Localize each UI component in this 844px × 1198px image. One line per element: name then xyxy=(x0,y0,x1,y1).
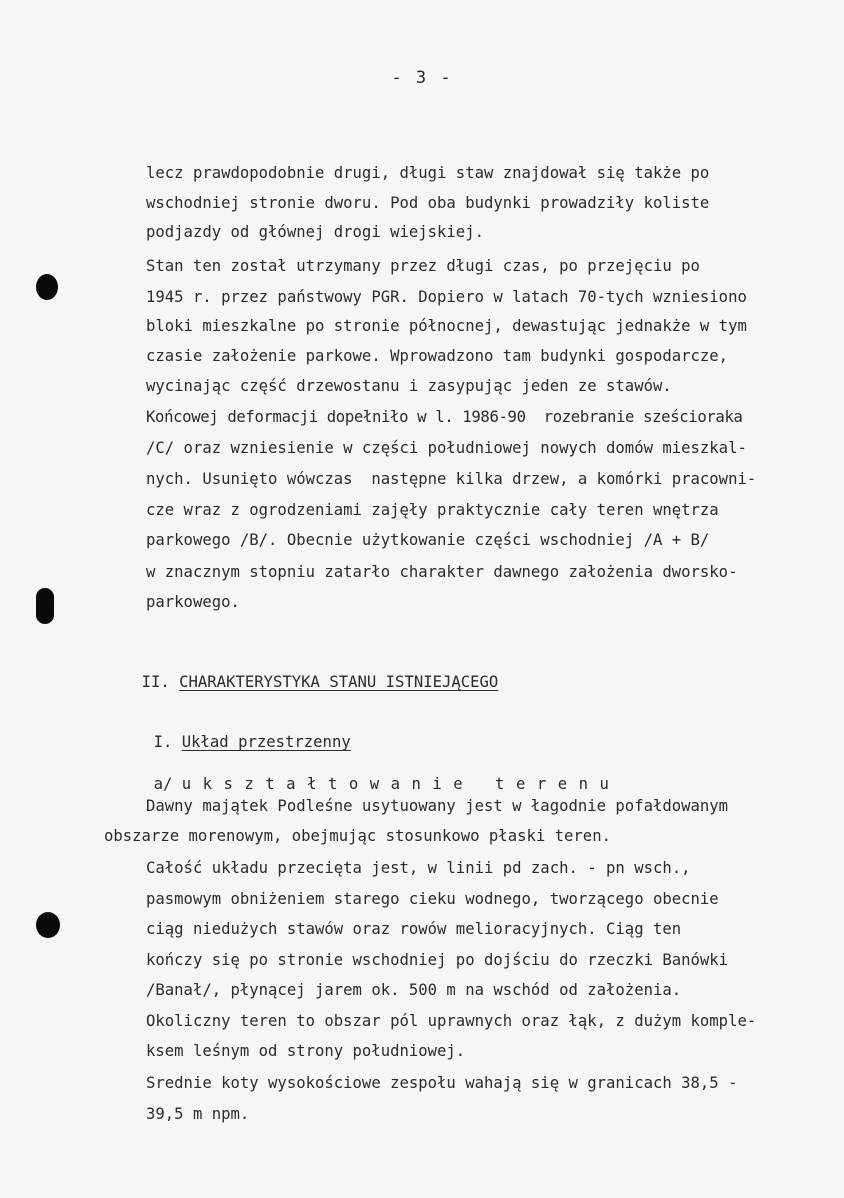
text-line: ksem leśnym od strony południowej. xyxy=(146,1042,466,1060)
section-title: CHARAKTERYSTYKA STANU ISTNIEJĄCEGO xyxy=(179,673,499,691)
punch-hole-middle xyxy=(36,588,54,624)
text-line: /C/ oraz wzniesienie w części południowej nowych domów mieszkal- xyxy=(146,439,747,457)
punch-hole-top xyxy=(36,274,58,300)
text-line: Końcowej deformacji dopełniło w l. 1986-90 rozebranie sześcioraka xyxy=(146,408,743,426)
text-line: Całość układu przecięta jest, w linii pd zach. - pn wsch., xyxy=(146,859,691,877)
text-line: 1945 r. przez państwowy PGR. Dopiero w latach 70-tych wzniesiono xyxy=(146,288,747,306)
text-line: Okoliczny teren to obszar pól uprawnych oraz łąk, z dużym komple- xyxy=(146,1012,757,1030)
text-line: ciąg niedużych stawów oraz rowów melioracyjnych. Ciąg ten xyxy=(146,920,682,938)
text-line: obszarze morenowym, obejmując stosunkowo płaski teren. xyxy=(104,827,611,845)
text-line: bloki mieszkalne po stronie północnej, dewastując jednakże w tym xyxy=(146,317,747,335)
text-line: parkowego /B/. Obecnie użytkowanie części wschodniej /A + B/ xyxy=(146,531,710,549)
text-line: cze wraz z ogrodzeniami zajęły praktycznie cały teren wnętrza xyxy=(146,501,719,519)
text-line: nych. Usunięto wówczas następne kilka drzew, a komórki pracowni- xyxy=(146,470,757,488)
punch-hole-bottom xyxy=(36,912,60,938)
text-line: Srednie koty wysokościowe zespołu wahają się w granicach 38,5 - xyxy=(146,1074,738,1092)
text-line: Stan ten został utrzymany przez długi czas, po przejęciu po xyxy=(146,257,700,275)
text-line: w znacznym stopniu zatarło charakter dawnego założenia dworsko- xyxy=(146,563,738,581)
page-number: - 3 - xyxy=(391,68,453,88)
text-line: wycinając część drzewostanu i zasypując jeden ze stawów. xyxy=(146,377,672,395)
text-line: parkowego. xyxy=(146,593,240,611)
text-line: pasmowym obniżeniem starego cieku wodnego, tworzącego obecnie xyxy=(146,890,719,908)
text-line: lecz prawdopodobnie drugi, długi staw znajdował się także po xyxy=(146,164,710,182)
subsection-number: I. xyxy=(153,733,173,751)
text-line: /Banał/, płynącej jarem ok. 500 m na wschód od założenia. xyxy=(146,981,682,999)
text-line: wschodniej stronie dworu. Pod oba budynki prowadziły koliste xyxy=(146,194,710,212)
text-line: podjazdy od głównej drogi wiejskiej. xyxy=(146,223,484,241)
subsection-title: Układ przestrzenny xyxy=(181,733,351,751)
text-line: czasie założenie parkowe. Wprowadzono tam budynki gospodarcze, xyxy=(146,347,729,365)
section-heading xyxy=(104,652,498,712)
section-number: II. xyxy=(141,673,170,691)
text-line: kończy się po stronie wschodniej po dojściu do rzeczki Banówki xyxy=(146,951,729,969)
subpoint-label: a/ xyxy=(153,775,173,793)
subpoint-title: ukształtowanie terenu xyxy=(181,775,621,793)
text-line: 39,5 m npm. xyxy=(146,1105,250,1123)
text-line: Dawny majątek Podleśne usytuowany jest w łagodnie pofałdowanym xyxy=(146,797,729,815)
